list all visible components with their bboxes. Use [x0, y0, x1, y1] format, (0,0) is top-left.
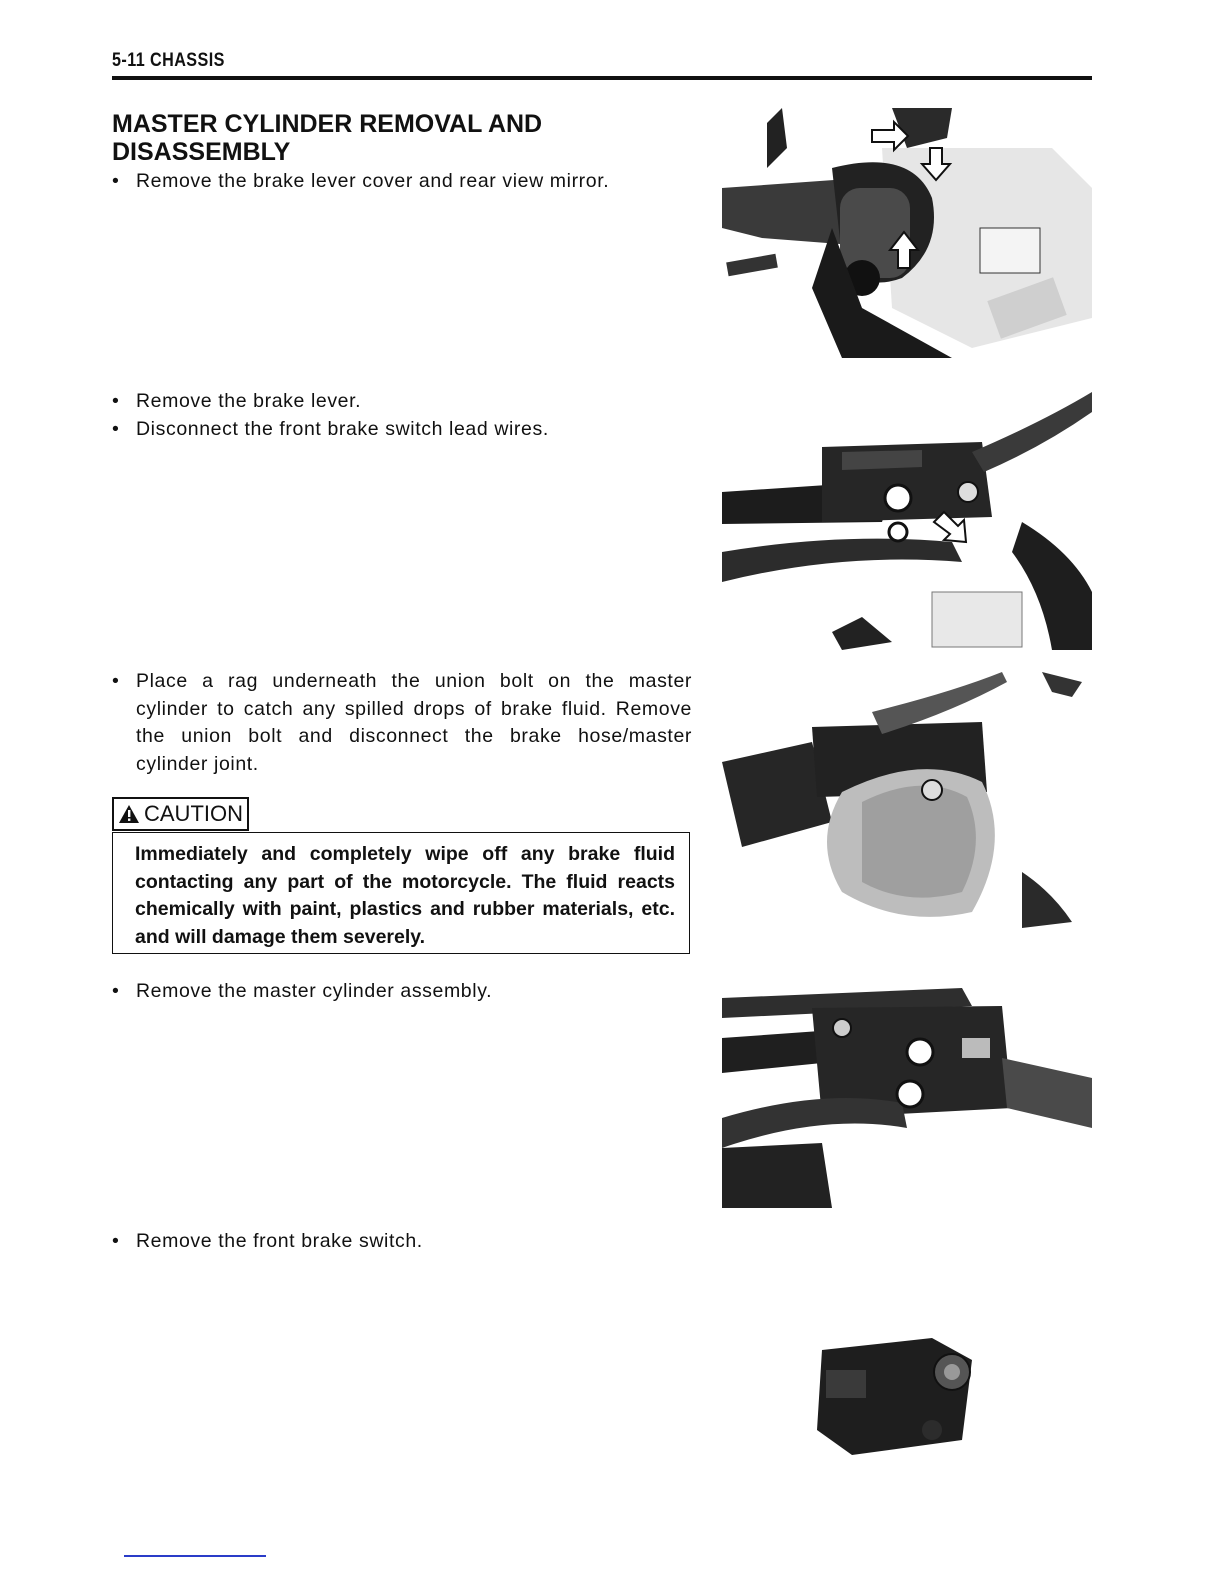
- footer-line: [124, 1555, 266, 1557]
- bullet-dot: •: [112, 418, 120, 440]
- circle-marker-icon: [889, 523, 907, 541]
- caution-box: [112, 832, 690, 954]
- bullet-dot: •: [112, 670, 120, 692]
- bullet-dot: •: [112, 980, 120, 1002]
- bullet-dot: •: [112, 390, 120, 412]
- circle-marker-icon: [885, 485, 911, 511]
- caution-label: [112, 797, 249, 831]
- photo-union-bolt-rag: [722, 672, 1092, 928]
- step-text: Place a rag underneath the union bolt on the master cylinder to catch any spilled drops of brake fluid. Remove the union bolt and disconnect the brake hose/master cylinder joint.: [136, 670, 692, 775]
- step-disconnect-wires: [112, 416, 692, 444]
- step-remove-assembly: [112, 978, 692, 1006]
- step-text: Remove the front brake switch.: [136, 1230, 423, 1252]
- caution-text: Immediately and completely wipe off any brake fluid contacting any part of the motorcycle. The fluid reacts chemically with paint, plastics and rubber materials, etc. and will damage them severely.: [135, 843, 675, 948]
- step-text: Remove the brake lever cover and rear view mirror.: [136, 170, 610, 192]
- page-header-text: 5-11 CHASSIS: [112, 50, 225, 71]
- page-header: [112, 46, 1092, 80]
- step-text: Disconnect the front brake switch lead wires.: [136, 418, 549, 440]
- step-text: Remove the brake lever.: [136, 390, 362, 412]
- caution-label-text: CAUTION: [144, 801, 243, 826]
- photo-brake-lever: [722, 392, 1092, 650]
- step-text: Remove the master cylinder assembly.: [136, 980, 493, 1002]
- step-remove-lever: [112, 388, 692, 416]
- circle-marker-icon: [897, 1081, 923, 1107]
- step-union-bolt: [112, 668, 692, 778]
- photo-master-cylinder-assembly: [722, 978, 1092, 1208]
- photo-front-brake-switch: [812, 1330, 984, 1460]
- circle-marker-icon: [907, 1039, 933, 1065]
- warning-triangle-icon: [118, 804, 140, 824]
- photo-lever-cover-mirror: [722, 108, 1092, 358]
- step-remove-switch: [112, 1228, 692, 1256]
- bullet-dot: •: [112, 1230, 120, 1252]
- step-remove-cover: [112, 168, 692, 196]
- section-title: MASTER CYLINDER REMOVAL AND DISASSEMBLY: [112, 110, 543, 166]
- bullet-dot: •: [112, 170, 120, 192]
